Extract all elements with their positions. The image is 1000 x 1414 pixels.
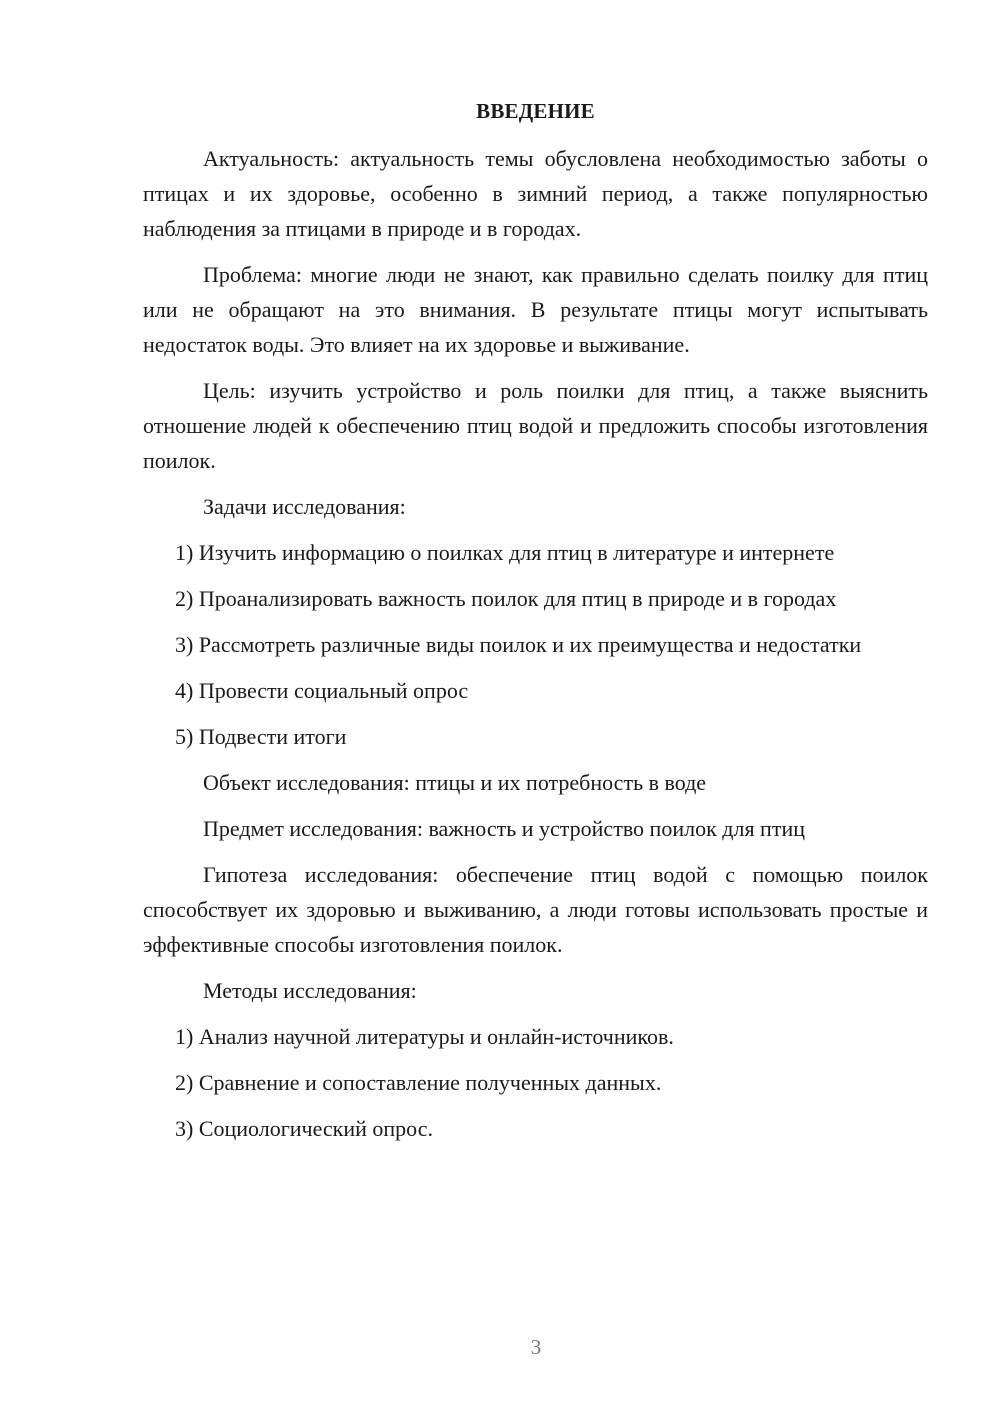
method-item: 3) Социологический опрос. — [175, 1116, 433, 1141]
task-item: 4) Провести социальный опрос — [175, 678, 469, 703]
task-item: 3) Рассмотреть различные виды поилок и их преимущества и недостатки — [175, 632, 862, 657]
task-item: 2) Проанализировать важность поилок для птиц в природе и в городах — [175, 586, 837, 611]
method-item: 1) Анализ научной литературы и онлайн-источников. — [175, 1024, 674, 1049]
problem-paragraph: Проблема: многие люди не знают, как правильно сделать поилку для птиц или не обращают на это внимания. В результате птицы могут испытывать недостаток воды. Это влияет на их здоровье и выживание. — [143, 262, 928, 357]
method-item: 2) Сравнение и сопоставление полученных данных. — [175, 1070, 662, 1095]
methods-heading: Методы исследования: — [203, 978, 417, 1003]
section-title: ВВЕДЕНИЕ — [476, 99, 595, 123]
relevance-paragraph: Актуальность: актуальность темы обусловлена необходимостью заботы о птицах и их здоровье, особенно в зимний период, а также популярностью наблюдения за птицами в природе и в городах. — [143, 146, 928, 241]
task-item: 1) Изучить информацию о поилках для птиц в литературе и интернете — [175, 540, 835, 565]
page-content — [143, 95, 928, 1157]
page-number: 3 — [530, 1335, 542, 1359]
task-item: 5) Подвести итоги — [175, 724, 347, 749]
object-line: Объект исследования: птицы и их потребность в воде — [203, 770, 707, 795]
hypothesis-paragraph: Гипотеза исследования: обеспечение птиц водой с помощью поилок способствует их здоровью и выживанию, а люди готовы использовать простые и эффективные способы изготовления поилок. — [143, 862, 928, 957]
subject-line: Предмет исследования: важность и устройство поилок для птиц — [203, 816, 805, 841]
goal-paragraph: Цель: изучить устройство и роль поилки для птиц, а также выяснить отношение людей к обеспечению птиц водой и предложить способы изготовления поилок. — [143, 378, 928, 473]
tasks-heading: Задачи исследования: — [203, 494, 406, 519]
